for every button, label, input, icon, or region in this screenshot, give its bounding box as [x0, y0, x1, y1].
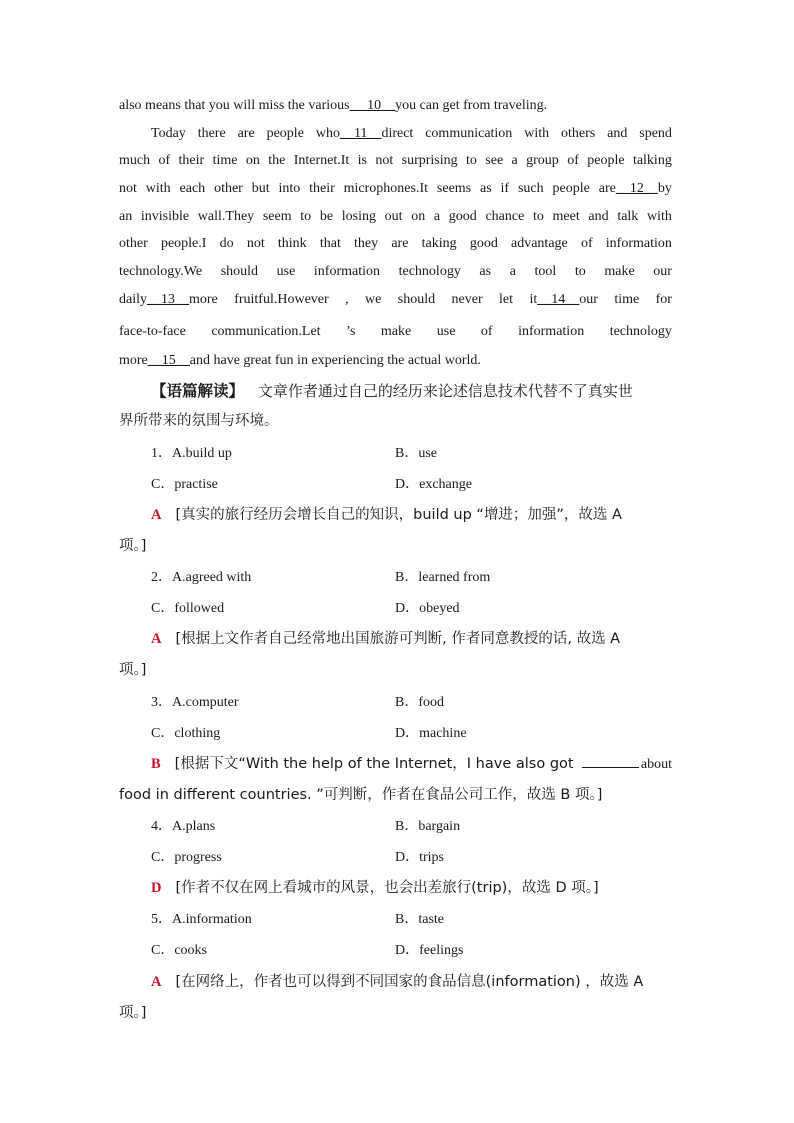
summary-text-2: 界所带来的氛围与环境。	[119, 413, 279, 429]
q2-option-a: 2．A.agreed with	[151, 570, 252, 585]
passage-line-6: other people.I do not think that they are taking good advantage of information	[119, 236, 672, 251]
q5-answer	[151, 972, 643, 992]
q3-explanation-1-suffix: about	[640, 757, 672, 772]
q4-answer-letter: D	[151, 880, 162, 896]
q2-option-b: B．learned from	[395, 570, 491, 585]
q3-option-b: B．food	[395, 695, 444, 710]
passage-line-8: daily__13__more fruitful.However , we should never let it__14__our time for	[119, 292, 672, 307]
passage-line-7: technology.We should use information technology as a tool to make our	[119, 264, 672, 279]
q1-explanation-2: 项。]	[119, 538, 147, 554]
q4-option-b: B．bargain	[395, 819, 461, 834]
q4-option-d: D．trips	[395, 850, 444, 865]
q2-explanation-2: 项。]	[119, 662, 147, 678]
q5-answer-letter: A	[151, 974, 162, 990]
q3-answer-letter: B	[151, 756, 161, 772]
q5-option-b: B．taste	[395, 912, 444, 927]
q3-option-a: 3．A.computer	[151, 695, 239, 710]
summary-label: 【语篇解读】	[151, 383, 245, 400]
q3-option-d: D．machine	[395, 726, 467, 741]
q1-explanation-1: [真实的旅行经历会增长自己的知识，build up “增进；加强”，故选 A	[175, 507, 622, 523]
q2-option-c: C．followed	[151, 601, 225, 616]
q4-option-a: 4．A.plans	[151, 819, 216, 834]
q4-explanation-1: [作者不仅在网上看城市的风景，也会出差旅行(trip)，故选 D 项。]	[175, 880, 599, 896]
q5-option-c: C．cooks	[151, 943, 207, 958]
q2-answer	[151, 629, 620, 649]
q1-option-d: D．exchange	[395, 477, 472, 492]
q1-answer	[151, 505, 622, 525]
q5-option-a: 5．A.information	[151, 912, 252, 927]
q3-explanation-2: food in different countries. ”可判断，作者在食品公司工作，故选 B 项。]	[119, 787, 603, 803]
passage-line-3: much of their time on the Internet.It is not surprising to see a group of people talking	[119, 153, 672, 168]
q2-option-d: D．obeyed	[395, 601, 460, 616]
passage-line-2: Today there are people who__11__direct communication with others and spend	[151, 126, 672, 141]
q3-answer	[151, 754, 672, 775]
q5-explanation-2: 项。]	[119, 1005, 147, 1021]
q1-option-c: C．practise	[151, 477, 218, 492]
q2-explanation-1: [根据上文作者自己经常地出国旅游可判断, 作者同意教授的话, 故选 A	[175, 631, 621, 647]
q3-option-c: C．clothing	[151, 726, 221, 741]
passage-line-1: also means that you will miss the various__ 10__you can get from traveling.	[119, 98, 548, 113]
passage-line-9: face-to-face communication.Let ’s make use of information technology	[119, 324, 672, 339]
q1-option-a: 1．A.build up	[151, 446, 232, 461]
q5-option-d: D．feelings	[395, 943, 464, 958]
q1-option-b: B．use	[395, 446, 437, 461]
summary-text-1: 文章作者通过自己的经历来论述信息技术代替不了真实世	[257, 382, 633, 400]
passage-line-5: an invisible wall.They seem to be losing out on a good chance to meet and talk with	[119, 209, 672, 224]
q2-answer-letter: A	[151, 631, 162, 647]
q4-answer	[151, 878, 599, 898]
passage-line-10: more__15__and have great fun in experiencing the actual world.	[119, 353, 481, 368]
q3-blank	[582, 755, 639, 768]
q1-answer-letter: A	[151, 507, 162, 523]
passage-line-4: not with each other but into their microphones.It seems as if such people are__12__by	[119, 181, 672, 196]
q5-explanation-1: [在网络上，作者也可以得到不同国家的食品信息(information) ，故选 A	[175, 974, 644, 990]
q4-option-c: C．progress	[151, 850, 222, 865]
summary-heading	[151, 381, 633, 402]
q3-explanation-1: [根据下文“With the help of the Internet，I have also got	[174, 756, 574, 772]
